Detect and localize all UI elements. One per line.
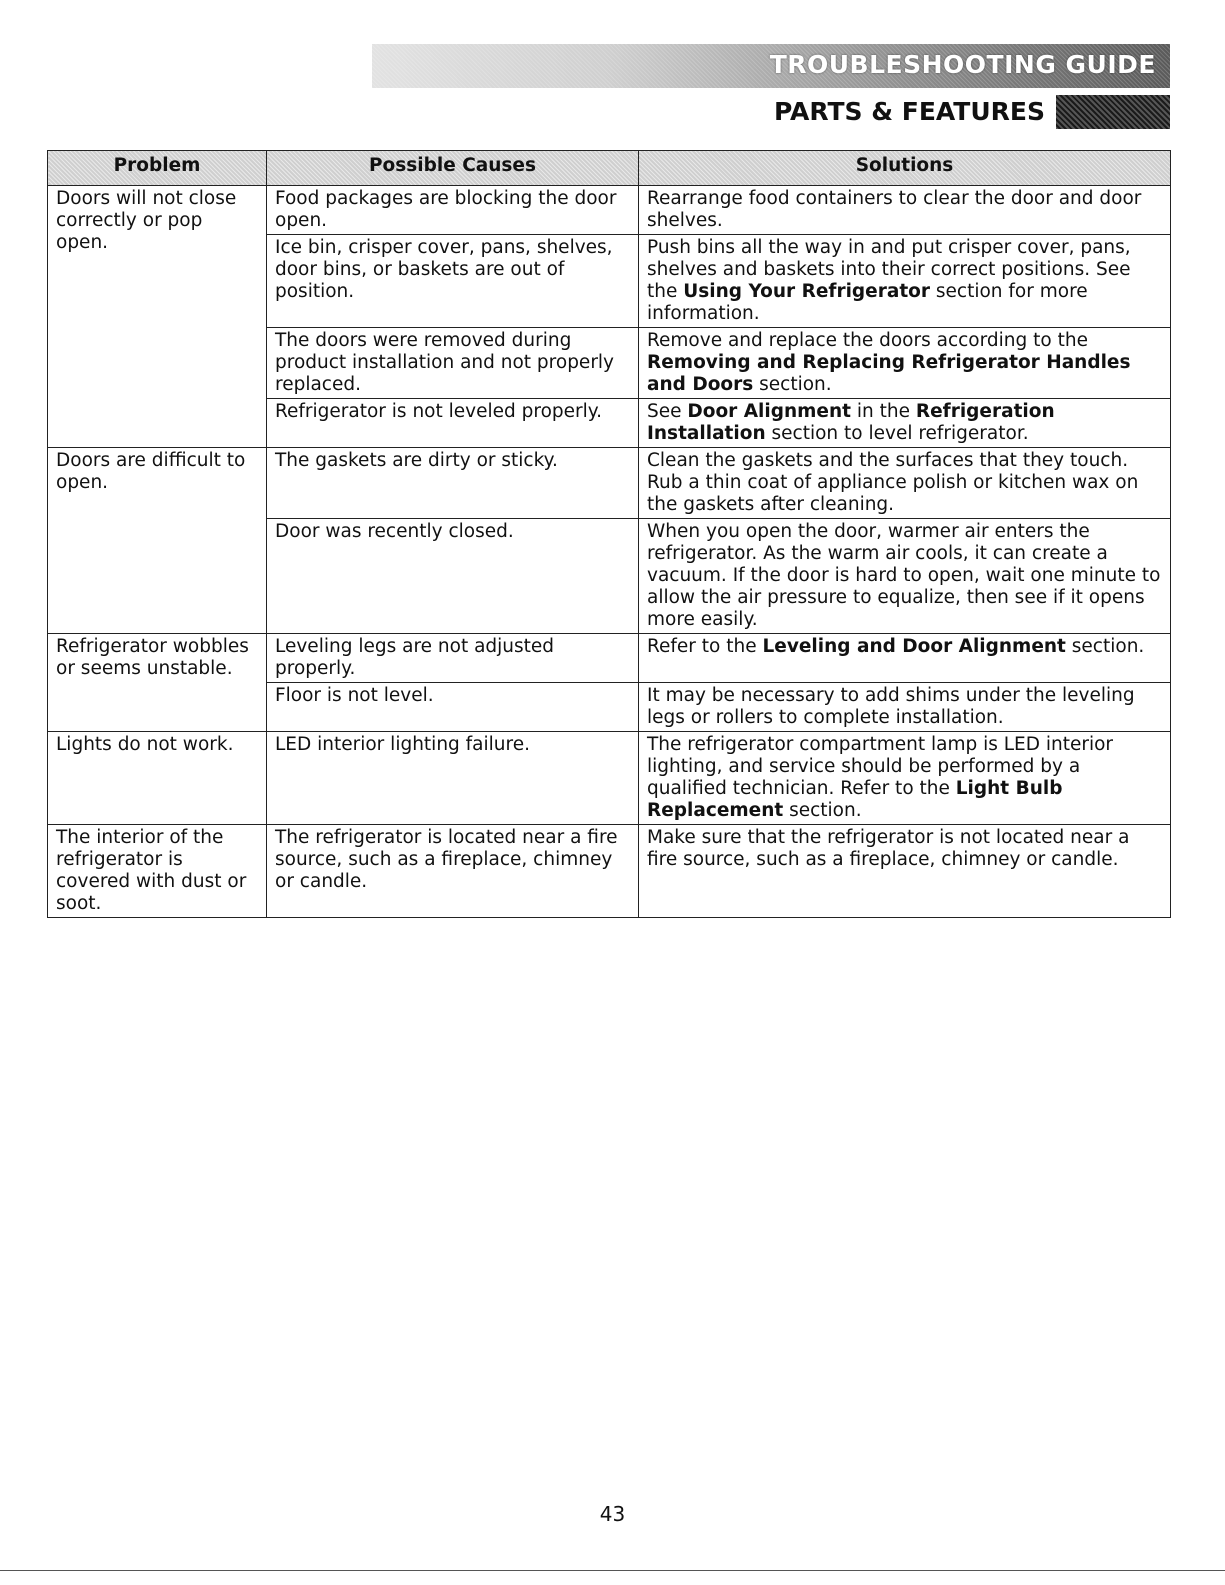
solution-cell: [639, 825, 1171, 918]
solution-cell: [639, 683, 1171, 732]
banner-title: TROUBLESHOOTING GUIDE: [769, 50, 1156, 79]
cause-cell: Ice bin, crisper cover, pans, shelves, door bins, or baskets are out of position.: [267, 235, 639, 328]
troubleshooting-table: [47, 150, 1171, 918]
cause-cell: The refrigerator is located near a fire source, such as a fireplace, chimney or candle.: [267, 825, 639, 918]
solution-text: section.: [1065, 636, 1145, 657]
solution-text: The refrigerator compartment lamp is LED interior lighting, and service should be performed by a qualified technician. Refer to the: [647, 734, 1114, 799]
section-marker-block: [1056, 95, 1170, 129]
solution-reference: Light Bulb Replacement: [647, 778, 1063, 821]
problem-cell: Doors are difficult to open.: [48, 448, 267, 634]
table-row: [48, 634, 1171, 683]
solution-text: Make sure that the refrigerator is not located near a fire source, such as a fireplace, chimney or candle.: [647, 827, 1130, 870]
table-row: [48, 186, 1171, 235]
section-banner: [372, 44, 1170, 88]
solution-reference: Leveling and Door Alignment: [762, 636, 1066, 657]
solution-text: section.: [753, 374, 832, 395]
solution-text: Push bins all the way in and put crisper cover, pans, shelves and baskets into their correct positions. See the: [647, 237, 1131, 302]
table-body: [48, 186, 1171, 918]
solution-reference: Door Alignment: [687, 401, 851, 422]
solution-reference: Using Your Refrigerator: [683, 281, 931, 302]
header-solutions: Solutions: [639, 151, 1171, 186]
cause-cell: The doors were removed during product installation and not properly replaced.: [267, 328, 639, 399]
solution-cell: [639, 235, 1171, 328]
cause-cell: Food packages are blocking the door open.: [267, 186, 639, 235]
solution-reference: Removing and Replacing Refrigerator Handles and Doors: [647, 352, 1131, 395]
table-header-row: [48, 151, 1171, 186]
solution-cell: [639, 634, 1171, 683]
solution-cell: [639, 328, 1171, 399]
problem-cell: Refrigerator wobbles or seems unstable.: [48, 634, 267, 732]
solution-cell: [639, 519, 1171, 634]
solution-text: in the: [850, 401, 916, 422]
cause-cell: Leveling legs are not adjusted properly.: [267, 634, 639, 683]
cause-cell: Floor is not level.: [267, 683, 639, 732]
cause-cell: Door was recently closed.: [267, 519, 639, 634]
section-title: PARTS & FEATURES: [773, 97, 1045, 126]
cause-cell: Refrigerator is not leveled properly.: [267, 399, 639, 448]
solution-text: section to level refrigerator.: [765, 423, 1029, 444]
table-row: [48, 825, 1171, 918]
solution-text: section.: [783, 800, 862, 821]
solution-text: Rearrange food containers to clear the door and door shelves.: [647, 188, 1142, 231]
problem-cell: The interior of the refrigerator is covered with dust or soot.: [48, 825, 267, 918]
problem-cell: Lights do not work.: [48, 732, 267, 825]
problem-cell: Doors will not close correctly or pop open.: [48, 186, 267, 448]
table-row: [48, 732, 1171, 825]
solution-cell: [639, 448, 1171, 519]
solution-cell: [639, 399, 1171, 448]
bottom-rule: [0, 1570, 1225, 1571]
cause-cell: LED interior lighting failure.: [267, 732, 639, 825]
page-number: 43: [599, 1502, 626, 1526]
solution-text: section for more information.: [647, 281, 1088, 324]
header-problem: Problem: [48, 151, 267, 186]
solution-text: It may be necessary to add shims under the leveling legs or rollers to complete installation.: [647, 685, 1135, 728]
table-row: [48, 448, 1171, 519]
solution-text: Clean the gaskets and the surfaces that they touch. Rub a thin coat of appliance polish or kitchen wax on the gaskets after cleaning.: [647, 450, 1139, 515]
solution-text: Remove and replace the doors according to the: [647, 330, 1088, 351]
header-possible-causes: Possible Causes: [267, 151, 639, 186]
solution-cell: [639, 732, 1171, 825]
solution-text: Refer to the: [647, 636, 763, 657]
cause-cell: The gaskets are dirty or sticky.: [267, 448, 639, 519]
solution-cell: [639, 186, 1171, 235]
solution-text: When you open the door, warmer air enters the refrigerator. As the warm air cools, it can create a vacuum. If the door is hard to open, wait one minute to allow the air pressure to equalize, then see if it opens more easily.: [647, 521, 1161, 630]
solution-reference: Refrigeration Installation: [647, 401, 1055, 444]
solution-text: See: [647, 401, 688, 422]
